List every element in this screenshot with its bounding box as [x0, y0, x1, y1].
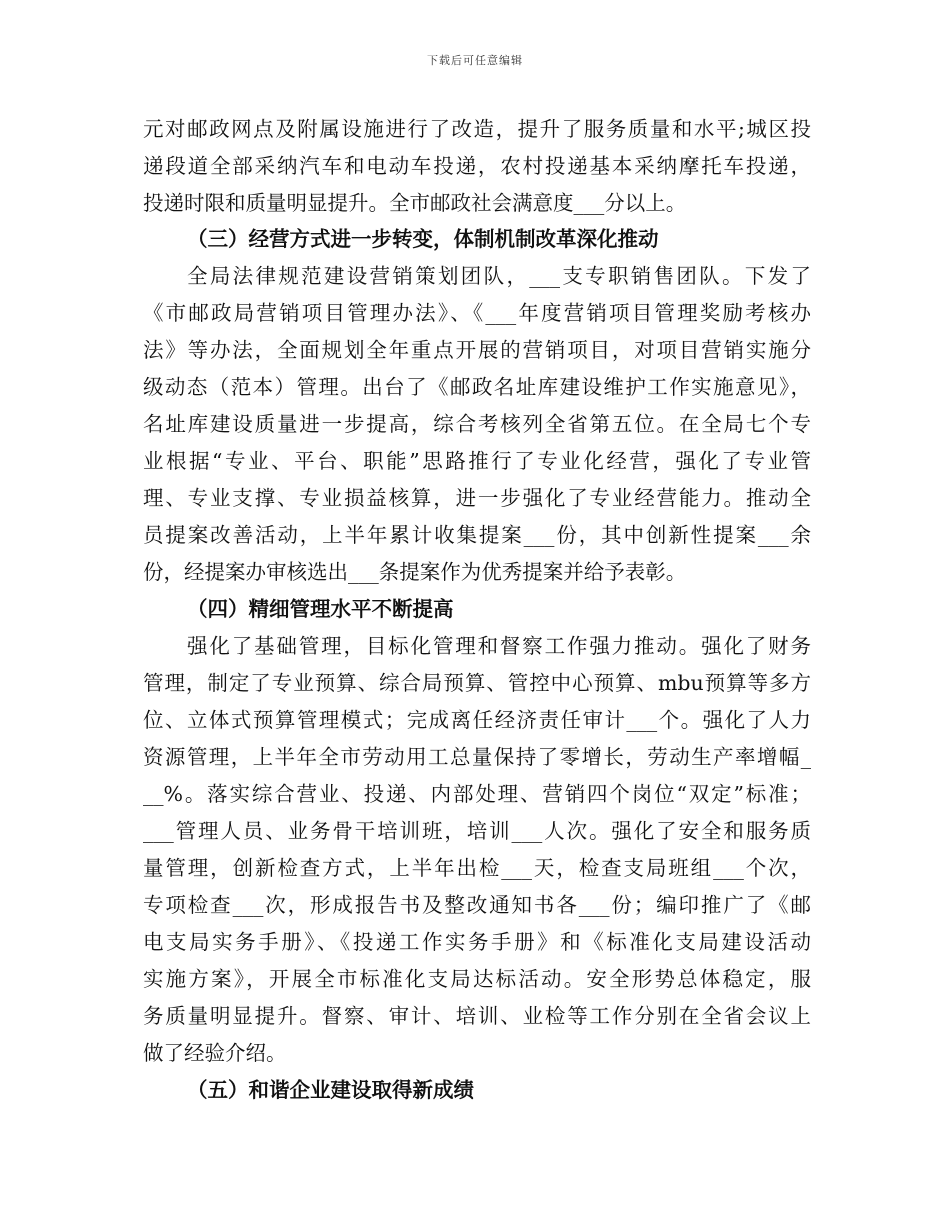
- paragraph-line: 名址库建设质量进一步提高，综合考核列全省第五位。在全局七个专: [143, 412, 811, 436]
- section-heading-3: （三）经营方式进一步转变，体制机制改革深化推动: [187, 227, 659, 251]
- section-heading-4: （四）精细管理水平不断提高: [187, 597, 454, 621]
- paragraph-line: 份，经提案办审核选出___条提案作为优秀提案并给予表彰。: [143, 560, 687, 584]
- paragraph-line: 元对邮政网点及附属设施进行了改造，提升了服务质量和水平;城区投: [143, 117, 811, 141]
- paragraph-line: 位、立体式预算管理模式；完成离任经济责任审计___个。强化了人力: [143, 708, 811, 732]
- paragraph-line: 投递时限和质量明显提升。全市邮政社会满意度___分以上。: [143, 191, 687, 215]
- paragraph-line: ___管理人员、业务骨干培训班，培训___人次。强化了安全和服务质: [143, 819, 811, 843]
- paragraph-line: 做了经验介绍。: [143, 1041, 287, 1065]
- paragraph-line: __%。落实综合营业、投递、内部处理、营销四个岗位“双定”标准；: [143, 782, 811, 806]
- section-heading-5: （五）和谐企业建设取得新成绩: [187, 1078, 474, 1102]
- paragraph-line: 员提案改善活动，上半年累计收集提案___份，其中创新性提案___余: [143, 523, 811, 547]
- paragraph-line: 递段道全部采纳汽车和电动车投递，农村投递基本采纳摩托车投递，: [143, 154, 811, 178]
- paragraph-line: 资源管理，上半年全市劳动用工总量保持了零增长，劳动生产率增幅_: [143, 745, 811, 769]
- paragraph-line: 务质量明显提升。督察、审计、培训、业检等工作分别在全省会议上: [143, 1004, 811, 1028]
- paragraph-line: 理、专业支撑、专业损益核算，进一步强化了专业经营能力。推动全: [143, 486, 811, 510]
- paragraph-line: 量管理，创新检查方式，上半年出检___天，检查支局班组___个次，: [143, 856, 811, 880]
- page-header-caption: 下载后可任意编辑: [427, 54, 523, 67]
- paragraph-line: 管理，制定了专业预算、综合局预算、管控中心预算、mbu预算等多方: [143, 671, 811, 695]
- paragraph-line: 级动态（范本）管理。出台了《邮政名址库建设维护工作实施意见》，: [143, 375, 811, 399]
- paragraph-line: 全局法律规范建设营销策划团队，___支专职销售团队。下发了: [187, 264, 811, 288]
- paragraph-line: 法》等办法，全面规划全年重点开展的营销项目，对项目营销实施分: [143, 338, 811, 362]
- paragraph-line: 强化了基础管理，目标化管理和督察工作强力推动。强化了财务: [187, 634, 811, 658]
- paragraph-line: 实施方案》，开展全市标准化支局达标活动。安全形势总体稳定，服: [143, 967, 811, 991]
- paragraph-line: 《市邮政局营销项目管理办法》、《___年度营销项目管理奖励考核办: [143, 301, 811, 325]
- paragraph-line: 业根据“专业、平台、职能”思路推行了专业化经营，强化了专业管: [143, 449, 811, 473]
- paragraph-line: 电支局实务手册》、《投递工作实务手册》和《标准化支局建设活动: [143, 930, 811, 954]
- paragraph-line: 专项检查___次，形成报告书及整改通知书各___份；编印推广了《邮: [143, 893, 811, 917]
